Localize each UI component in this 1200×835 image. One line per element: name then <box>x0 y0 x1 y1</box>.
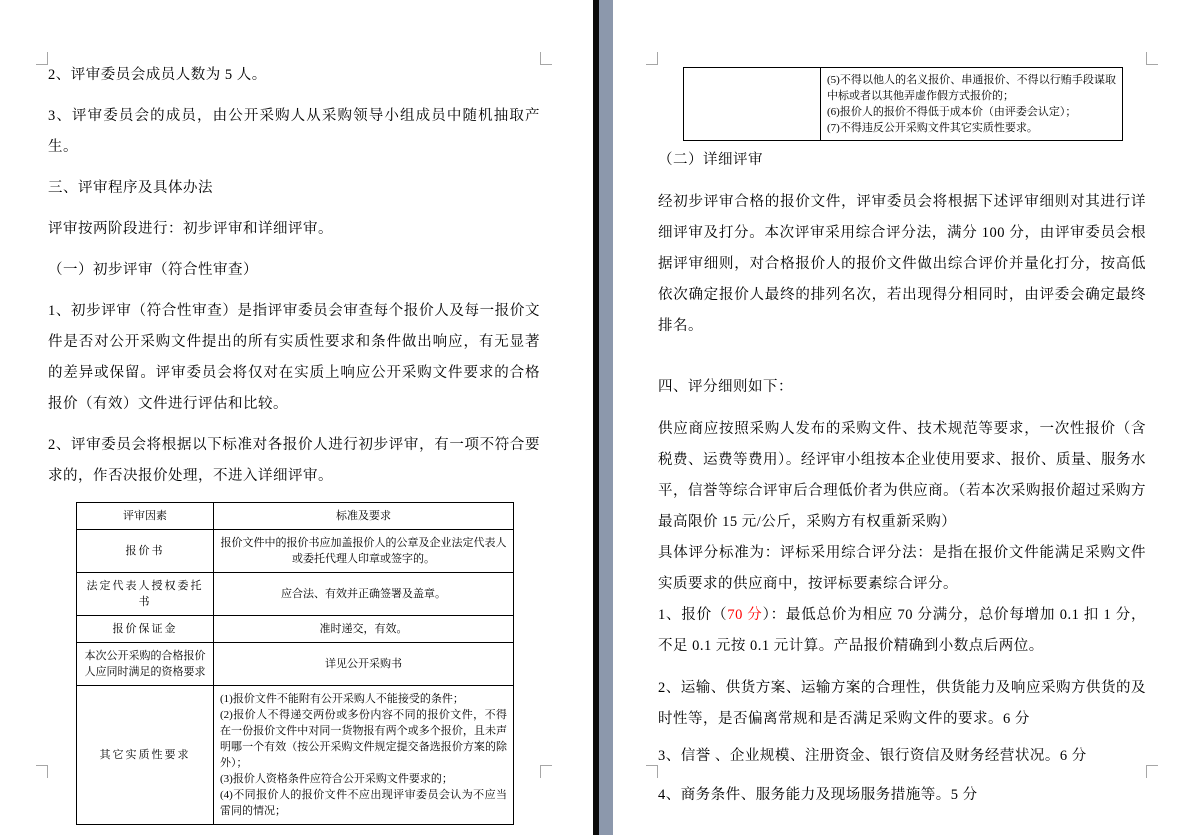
margin-mark-right-page-top-left <box>646 52 658 65</box>
cell-factor: 本次公开采购的合格报价人应同时满足的资格要求 <box>77 643 214 686</box>
margin-mark-left-page-top-right <box>540 52 552 65</box>
section-heading: 四、评分细则如下： <box>658 379 793 395</box>
table-row <box>77 686 514 825</box>
margin-mark-left-page-bottom-left <box>36 765 48 778</box>
table-row <box>684 68 1123 141</box>
cell-requirement-list <box>821 68 1123 141</box>
requirement-item: (5)不得以他人的名义报价、串通报价、不得以行贿手段谋取中标或者以其他弄虚作假方式报价的； <box>827 74 1116 102</box>
scoring-item-price-suffix: ）：最低总价为相应 70 分满分，总价每增加 0.1 扣 1 分，不足 0.1 元按 0.1 元计算。产品报价精确到小数点后两位。 <box>658 607 1147 654</box>
cell-requirement: 准时递交，有效。 <box>214 616 514 643</box>
cell-requirement: 应合法、有效并正确签署及盖章。 <box>214 573 514 616</box>
margin-mark-right-page-top-right <box>1146 52 1158 65</box>
cell-requirement: 报价文件中的报价书应加盖报价人的公章及企业法定代表人或委托代理人印章或签字的。 <box>214 530 514 573</box>
cell-factor-empty <box>684 68 821 141</box>
header-requirement: 标准及要求 <box>214 503 514 530</box>
paragraph: 1、初步评审（符合性审查）是指评审委员会审查每个报价人及每一报价文件是否对公开采购文件提出的所有实质性要求和条件做出响应，有无显著的差异或保留。评审委员会将仅对在实质上响应公开采购文件要求的合格报价（有效）文件进行评估和比较。 <box>48 303 540 412</box>
paragraph: 2、评审委员会将根据以下标准对各报价人进行初步评审，有一项不符合要求的，作否决报价处理，不进入详细评审。 <box>48 437 540 484</box>
page-divider-gap <box>599 0 613 835</box>
paragraph: 2、评审委员会成员人数为 5 人。 <box>48 67 267 83</box>
scoring-item-price <box>658 600 1146 662</box>
page-left-content <box>48 60 540 825</box>
paragraph: 供应商应按照采购人发布的采购文件、技术规范等要求，一次性报价（含税费、运费等费用）。经评审小组按本企业使用要求、报价、质量、服务水平，信誉等综合评审后合理低价者为供应商。（若本次采购报价超过采购方最高限价 15 元/公斤，采购方有权重新采购） <box>658 421 1146 530</box>
paragraph: 评审按两阶段进行：初步评审和详细评审。 <box>48 221 333 237</box>
requirement-item: (4)不同报价人的报价文件不应出现评审委员会认为不应当雷同的情况； <box>220 789 507 817</box>
table-row <box>77 530 514 573</box>
margin-mark-right-page-bottom-left <box>646 765 658 778</box>
page-right <box>613 0 1200 835</box>
cell-factor: 报价书 <box>77 530 214 573</box>
margin-mark-left-page-bottom-right <box>540 765 552 778</box>
scoring-item-business: 4、商务条件、服务能力及现场服务措施等。5 分 <box>658 787 978 803</box>
cell-factor: 其它实质性要求 <box>77 686 214 825</box>
table-header-row <box>77 503 514 530</box>
requirement-item: (3)报价人资格条件应符合公开采购文件要求的； <box>220 773 453 785</box>
evaluation-criteria-table-continued <box>683 67 1123 141</box>
table-row <box>77 573 514 616</box>
requirement-item: (6)报价人的报价不得低于成本价（由评委会认定）； <box>827 106 1077 118</box>
margin-mark-right-page-bottom-right <box>1146 765 1158 778</box>
page-right-content <box>658 145 1146 811</box>
paragraph: 经初步评审合格的报价文件，评审委员会将根据下述评审细则对其进行详细评审及打分。本次评审采用综合评分法，满分 100 分，由评审委员会根据评审细则，对合格报价人的报价文件做出综合评价并量化打分，按高低依次确定报价人最终的排列名次，若出现得分相同时，由评委会确定最终排名。 <box>658 194 1146 334</box>
margin-mark-left-page-top-left <box>36 52 48 65</box>
cell-requirement-list <box>214 686 514 825</box>
scoring-item-reputation: 3、信誉 、企业规模、注册资金、银行资信及财务经营状况。6 分 <box>658 748 1087 764</box>
cell-factor: 报价保证金 <box>77 616 214 643</box>
requirement-item: (2)报价人不得递交两份或多份内容不同的报价文件，不得在一份报价文件中对同一货物报有两个或多个报价，且未声明哪一个有效（按公开采购文件规定提交备选报价方案的除外）； <box>220 709 507 769</box>
page-left <box>0 0 593 835</box>
subsection-heading: （一）初步评审（符合性审查） <box>48 262 258 278</box>
section-heading: 三、评审程序及具体办法 <box>48 180 213 196</box>
cell-factor: 法定代表人授权委托书 <box>77 573 214 616</box>
scoring-item-price-points: 70 分 <box>727 607 763 623</box>
evaluation-criteria-table <box>76 502 514 825</box>
scoring-item-transport: 2、运输、供货方案、运输方案的合理性，供货能力及响应采购方供货的及时性等，是否偏离常规和是否满足采购文件的要求。6 分 <box>658 680 1146 727</box>
requirement-item: (1)报价文件不能附有公开采购人不能接受的条件； <box>220 693 464 705</box>
requirement-item: (7)不得违反公开采购文件其它实质性要求。 <box>827 122 1038 134</box>
table-row <box>77 616 514 643</box>
scoring-item-price-prefix: 1、报价（ <box>658 607 728 623</box>
paragraph: 具体评分标准为：评标采用综合评分法：是指在报价文件能满足采购文件实质要求的供应商中，按评标要素综合评分。 <box>658 545 1146 592</box>
subsection-heading: （二）详细评审 <box>658 152 763 168</box>
header-factor: 评审因素 <box>77 503 214 530</box>
table-row <box>77 643 514 686</box>
paragraph: 3、评审委员会的成员，由公开采购人从采购领导小组成员中随机抽取产生。 <box>48 108 540 155</box>
cell-requirement: 详见公开采购书 <box>214 643 514 686</box>
